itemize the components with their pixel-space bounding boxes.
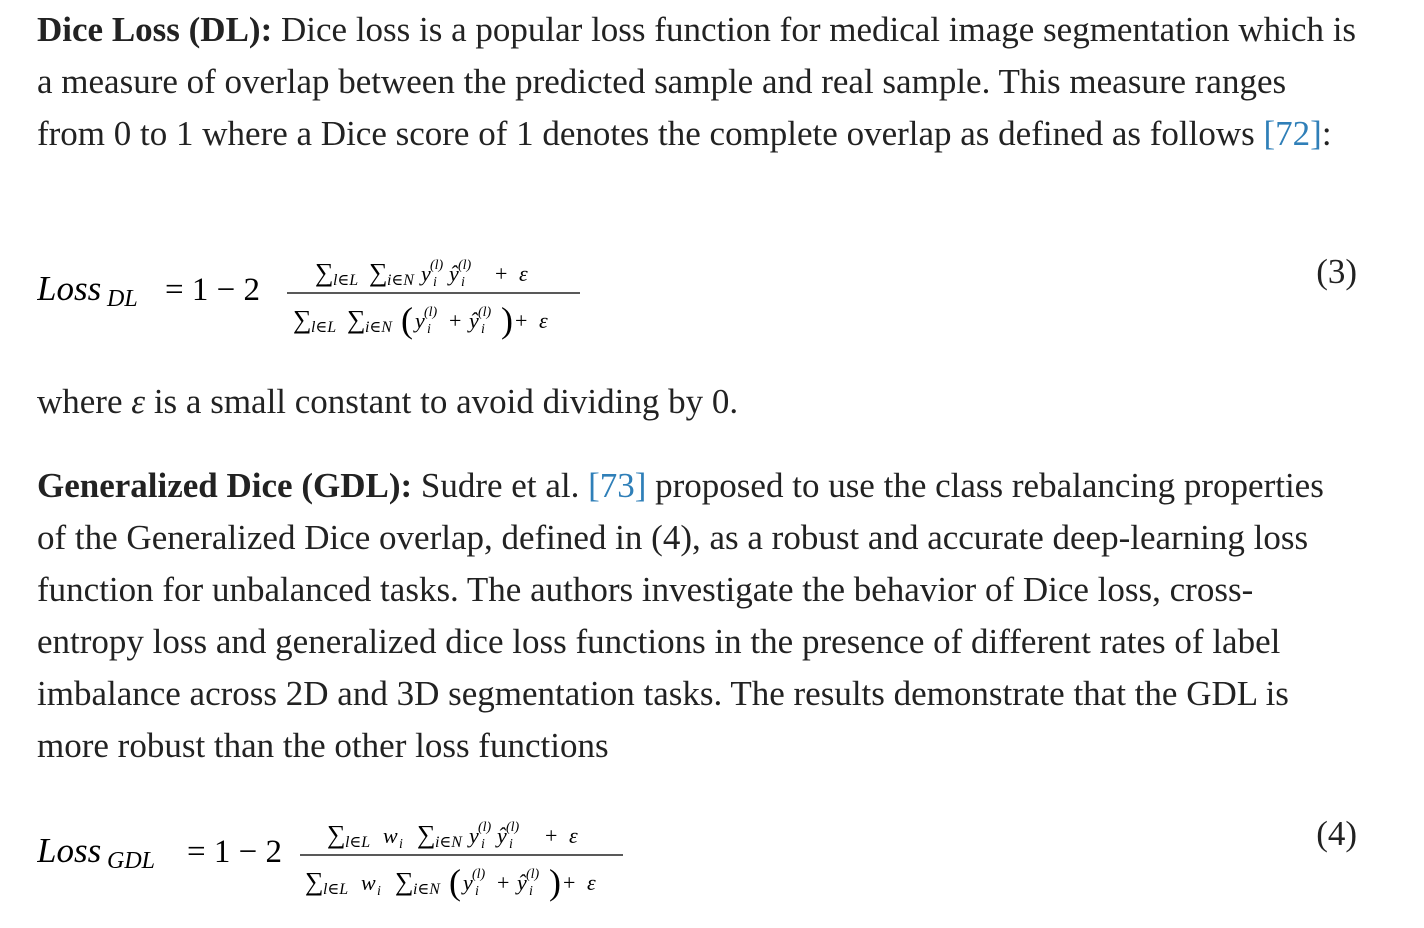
svg-text:∑: ∑ [347, 305, 366, 334]
svg-text:i: i [509, 837, 513, 852]
eq4-lhs-subscript: GDL [107, 848, 156, 874]
eq3-numerator [315, 258, 528, 290]
svg-text:∑: ∑ [327, 820, 346, 849]
paragraph-text: where [37, 382, 132, 421]
svg-text:(: ( [449, 862, 461, 902]
paragraph-text: Sudre et al. [412, 466, 589, 505]
svg-text:+: + [449, 308, 462, 333]
equation-4-formula [37, 810, 737, 910]
eq3-lhs-subscript: DL [107, 286, 138, 312]
svg-text:l∈L: l∈L [345, 834, 371, 851]
svg-text:i: i [481, 837, 485, 852]
svg-text:+: + [545, 823, 558, 848]
svg-text:(l): (l) [526, 867, 540, 882]
svg-text:y: y [421, 261, 431, 286]
svg-text:y: y [415, 308, 425, 333]
equation-3 [37, 248, 1357, 348]
eq4-numerator [327, 820, 578, 852]
svg-text:(l): (l) [430, 258, 444, 273]
svg-text:): ) [549, 862, 561, 902]
svg-text:(l): (l) [472, 867, 486, 882]
svg-text:ŷ: ŷ [517, 870, 527, 895]
paragraph-generalized-dice [37, 460, 1357, 772]
svg-text:∑: ∑ [395, 867, 414, 896]
svg-text:(: ( [401, 300, 413, 340]
svg-text:w: w [383, 823, 398, 848]
svg-text:i: i [481, 322, 485, 337]
svg-text:y: y [469, 823, 479, 848]
citation-link-73[interactable]: [73] [588, 466, 647, 505]
term-dice-loss: Dice Loss (DL): [37, 10, 273, 49]
svg-text:i: i [427, 322, 431, 337]
svg-text:(l): (l) [478, 820, 492, 835]
svg-text:∑: ∑ [369, 258, 388, 287]
svg-text:l∈L: l∈L [333, 272, 359, 289]
svg-text:i: i [461, 275, 465, 290]
svg-text:ε: ε [539, 308, 548, 333]
svg-text:∑: ∑ [293, 305, 312, 334]
svg-text:i: i [433, 275, 437, 290]
epsilon-symbol: ε [131, 382, 146, 421]
paragraph-text-end: proposed to use the class rebalancing properties of the Generalized Dice overlap, defined in (4), as a robust and accurate deep-learning loss function for unbalanced tasks. The authors investigate the behavior of Dice loss, cross-entropy loss and generalized dice loss functions in the presence of different rates of label imbalance across 2D and 3D segmentation tasks. The results demonstrate that the GDL is more robust than the other loss functions [37, 466, 1324, 765]
svg-text:l∈L: l∈L [311, 319, 337, 336]
citation-link-72[interactable]: [72] [1263, 114, 1322, 153]
svg-text:): ) [501, 300, 513, 340]
equation-number-4: (4) [1316, 814, 1357, 853]
svg-text:+: + [497, 870, 510, 895]
eq4-lhs-base: Loss [37, 831, 102, 870]
paragraph-dice-loss [37, 4, 1357, 160]
svg-text:i: i [475, 884, 479, 899]
svg-text:ŷ: ŷ [469, 308, 479, 333]
svg-text:ε: ε [569, 823, 578, 848]
eq4-denominator [305, 862, 596, 902]
paragraph-text-end: is a small constant to avoid dividing by 0. [145, 382, 739, 421]
svg-text:(l): (l) [458, 258, 472, 273]
svg-text:∑: ∑ [305, 867, 324, 896]
svg-text:(l): (l) [424, 305, 438, 320]
paragraph-text-end: : [1321, 114, 1332, 153]
svg-text:∑: ∑ [417, 820, 436, 849]
svg-text:ŷ: ŷ [497, 823, 507, 848]
svg-text:ŷ: ŷ [449, 261, 459, 286]
eq3-lhs-base: Loss [37, 269, 102, 308]
equation-4 [37, 810, 1357, 910]
svg-text:y: y [463, 870, 473, 895]
eq3-denominator [293, 300, 548, 340]
eq4-rhs-prefix: = 1 − 2 [187, 834, 282, 870]
svg-text:+: + [495, 261, 508, 286]
equation-3-formula [37, 248, 737, 348]
equation-number-3: (3) [1316, 252, 1357, 291]
svg-text:(l): (l) [506, 820, 520, 835]
svg-text:i: i [529, 884, 533, 899]
svg-text:+: + [563, 870, 576, 895]
eq3-rhs-prefix: = 1 − 2 [165, 272, 260, 308]
paragraph-text: Dice loss is a popular loss function for medical image segmentation which is a measure of overlap between the predicted sample and real sample. This measure ranges from 0 to 1 where a Dice score of 1 denotes the complete overlap as defined as follows [37, 10, 1357, 153]
svg-text:i: i [377, 884, 381, 899]
svg-text:∑: ∑ [315, 258, 334, 287]
svg-text:i∈N: i∈N [387, 272, 414, 289]
svg-text:i: i [399, 837, 403, 852]
svg-text:l∈L: l∈L [323, 881, 349, 898]
svg-text:ε: ε [587, 870, 596, 895]
svg-text:ε: ε [519, 261, 528, 286]
svg-text:i∈N: i∈N [435, 834, 462, 851]
term-generalized-dice: Generalized Dice (GDL): [37, 466, 413, 505]
svg-text:i∈N: i∈N [365, 319, 392, 336]
svg-text:(l): (l) [478, 305, 492, 320]
svg-text:w: w [361, 870, 376, 895]
paragraph-epsilon-note [37, 376, 1357, 428]
svg-text:+: + [515, 308, 528, 333]
svg-text:i∈N: i∈N [413, 881, 440, 898]
